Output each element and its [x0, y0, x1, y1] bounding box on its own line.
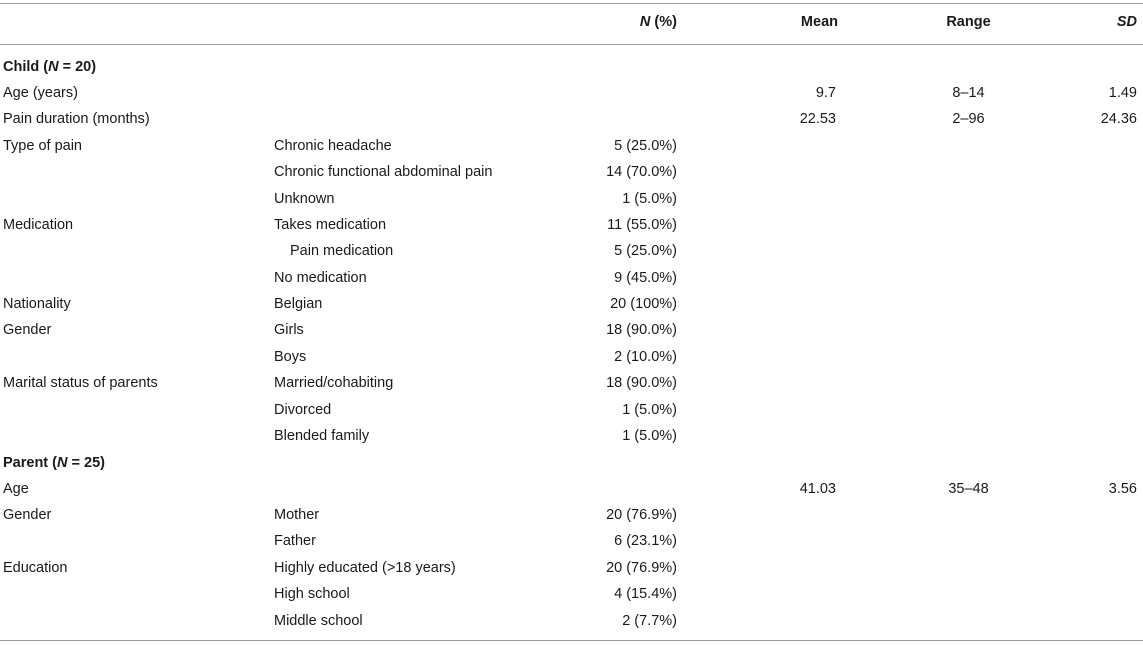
header-mean: Mean [800, 14, 838, 30]
table-top-rule [0, 3, 1143, 4]
row-n-percent: 20 (100%) [610, 296, 677, 312]
header-range: Range [946, 14, 991, 30]
row-n-percent: 1 (5.0%) [622, 402, 677, 418]
row-mean: 9.7 [815, 85, 836, 101]
section-heading-child: Child (N = 20) [3, 59, 97, 75]
row-n-percent: 11 (55.0%) [607, 217, 677, 233]
header-n-percent: N (%) [639, 14, 677, 30]
section-heading-parent: Parent (N = 25) [3, 455, 105, 471]
row-sublabel: Girls [274, 322, 304, 338]
row-n-percent: 18 (90.0%) [606, 375, 677, 391]
row-n-percent: 4 (15.4%) [614, 586, 677, 602]
row-n-percent: 9 (45.0%) [614, 270, 677, 286]
row-n-percent: 20 (76.9%) [606, 560, 677, 576]
row-sd: 3.56 [1108, 481, 1137, 497]
row-sublabel: Chronic functional abdominal pain [274, 164, 493, 180]
row-label: Age (years) [3, 85, 78, 101]
row-n-percent: 6 (23.1%) [614, 533, 677, 549]
row-sublabel: Boys [274, 349, 307, 365]
row-sublabel: Father [274, 533, 316, 549]
row-label: Marital status of parents [3, 375, 158, 391]
row-sublabel: Married/cohabiting [274, 375, 394, 391]
row-label: Medication [3, 217, 74, 233]
row-label: Nationality [3, 296, 71, 312]
row-n-percent: 20 (76.9%) [606, 507, 677, 523]
row-mean: 41.03 [799, 481, 836, 497]
row-range: 35–48 [948, 481, 989, 497]
row-label: Gender [3, 507, 52, 523]
row-sublabel: Takes medication [274, 217, 387, 233]
row-sd: 24.36 [1100, 111, 1137, 127]
row-sublabel: No medication [274, 270, 367, 286]
row-sublabel: High school [274, 586, 350, 602]
row-label: Age [3, 481, 29, 497]
row-sd: 1.49 [1108, 85, 1137, 101]
row-sublabel: Divorced [274, 402, 332, 418]
row-sublabel: Chronic headache [274, 138, 392, 154]
row-range: 8–14 [952, 85, 985, 101]
row-mean: 22.53 [799, 111, 836, 127]
row-sublabel: Middle school [274, 613, 363, 629]
row-n-percent: 18 (90.0%) [606, 322, 677, 338]
row-label: Pain duration (months) [3, 111, 150, 127]
row-sublabel: Belgian [274, 296, 323, 312]
row-sublabel: Pain medication [290, 243, 394, 259]
row-n-percent: 1 (5.0%) [622, 191, 677, 207]
row-label: Gender [3, 322, 52, 338]
row-range: 2–96 [952, 111, 985, 127]
row-n-percent: 1 (5.0%) [622, 428, 677, 444]
row-n-percent: 14 (70.0%) [606, 164, 677, 180]
row-sublabel: Mother [274, 507, 320, 523]
row-n-percent: 2 (10.0%) [614, 349, 677, 365]
row-sublabel: Highly educated (>18 years) [274, 560, 456, 576]
table-header-rule [0, 44, 1143, 45]
row-sublabel: Blended family [274, 428, 370, 444]
header-sd: SD [1116, 14, 1137, 30]
row-sublabel: Unknown [274, 191, 335, 207]
table-bottom-rule [0, 640, 1143, 641]
row-n-percent: 5 (25.0%) [614, 243, 677, 259]
row-label: Education [3, 560, 68, 576]
row-label: Type of pain [3, 138, 82, 154]
row-n-percent: 5 (25.0%) [614, 138, 677, 154]
row-n-percent: 2 (7.7%) [622, 613, 677, 629]
